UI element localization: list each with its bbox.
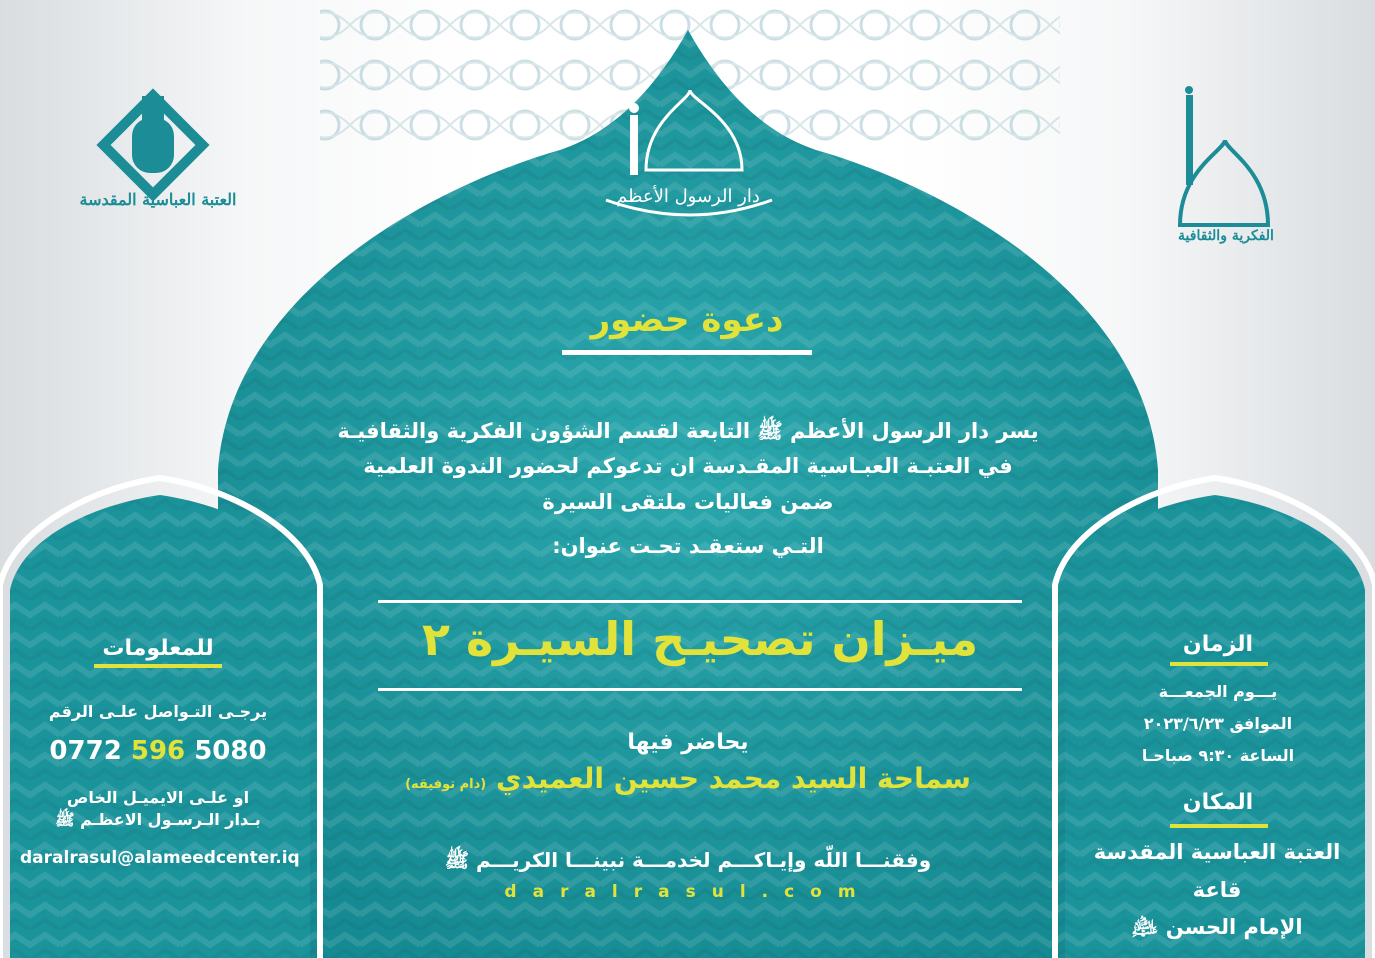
lecturer-suffix: (دام توفيقه) (405, 777, 487, 792)
info-title-underline (94, 664, 222, 668)
phone-number[interactable] (30, 736, 286, 766)
phone-part-1: 0772 (49, 736, 122, 766)
left-logo-icon (104, 96, 203, 195)
center-logo-caption: دار الرسول الأعظم (616, 186, 760, 207)
place-line-1: العتبة العباسية المقدسة (1093, 840, 1341, 864)
event-day: يـــوم الجمعـــة (1158, 682, 1278, 701)
place-line-3: الإمام الحسن ﵇ (1131, 915, 1303, 939)
event-title: ميـزان تصحيـح السيـرة ٢ (421, 612, 979, 666)
title-underline (562, 350, 812, 355)
intro-line-1: يسر دار الرسول الأعظم ﷺ التابعة لقسم الشؤون الفكرية والثقافيـة (337, 419, 1039, 443)
phone-part-3: 5080 (194, 736, 267, 766)
info-title: للمعلومات (102, 636, 214, 661)
closing-text: وفقنـــا اللّه وإيـاكـــم لخدمـــة نبينـــا الكريـــم ﷺ (444, 848, 932, 872)
left-logo-caption: العتبة العباسية المقدسة (79, 190, 237, 209)
place-line-2: قاعة (1192, 878, 1242, 902)
event-title-top-line (378, 600, 1022, 603)
place-title: المكان (1182, 790, 1254, 815)
right-logo-caption: الفكرية والثقافية (1178, 228, 1274, 244)
right-logo-icon (1180, 86, 1268, 225)
place-title-underline (1170, 824, 1268, 828)
event-title-bottom-line (378, 688, 1022, 691)
email-address[interactable]: daralrasul@alameedcenter.iq (20, 848, 300, 868)
email-prompt-line-1: او علـى الايميـل الخاص (66, 788, 250, 807)
email-prompt-line-2: بـدار الـرسـول الاعظـم ﷺ (55, 810, 261, 829)
time-title: الزمان (1182, 632, 1254, 657)
lecturer-line (330, 762, 1046, 795)
phone-part-2: 596 (130, 736, 186, 766)
intro-line-3: ضمن فعاليات ملتقى السيرة (542, 490, 834, 514)
website-link[interactable]: daralrasul.com (504, 882, 872, 902)
lecturer-intro: يحاضر فيها (627, 730, 749, 755)
intro-line-2: في العتبـة العبـاسية المقـدسة ان تدعوكم لحضور الندوة العلمية (363, 454, 1013, 478)
invitation-title: دعوة حضور (590, 300, 784, 340)
time-title-underline (1170, 662, 1268, 666)
lecturer-name: سماحة السيد محمد حسين العميدي (496, 762, 971, 795)
event-hour: الساعة ٩:٣٠ صباحـا (1141, 746, 1295, 765)
event-date: الموافق ٢٠٢٣/٦/٢٣ (1143, 714, 1293, 733)
contact-prompt: يرجـى التـواصل علـى الرقم (48, 702, 268, 721)
intro-line-4: التـي ستعقـد تحـت عنوان: (552, 534, 824, 558)
